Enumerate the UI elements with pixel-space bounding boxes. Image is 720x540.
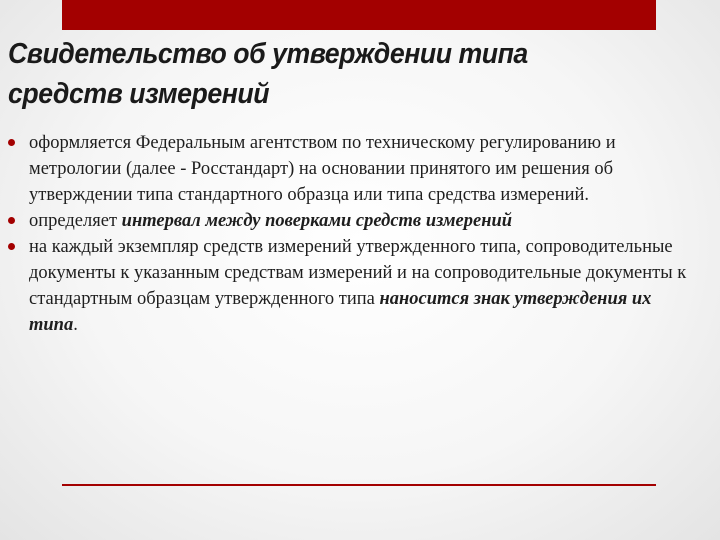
bullet-text: на каждый экземпляр средств измерений утвержденного типа, сопроводительные документы к указанным средствам измерений и на сопроводительные документы к стандартным образцам утвержденного типа <box>29 237 687 309</box>
bullet-suffix: . <box>73 315 78 335</box>
slide-title-line-1: Свидетельство об утверждении типа <box>8 38 528 70</box>
slide-title-line-2: средств измерений <box>8 78 270 110</box>
bullet-dot-icon <box>8 139 15 146</box>
bottom-accent-line <box>62 484 656 486</box>
bullet-item-3 <box>6 234 696 338</box>
bullet-text: оформляется Федеральным агентством по техническому регулированию и метрологии (далее - Росстандарт) на основании принятого им решения об утверждении типа стандартного образца или типа средства измерений. <box>29 133 616 205</box>
bullet-dot-icon <box>8 243 15 250</box>
bullet-dot-icon <box>8 217 15 224</box>
slide-title <box>8 34 652 114</box>
top-accent-bar <box>62 0 656 30</box>
bullet-item-1 <box>6 130 696 208</box>
bullet-list <box>6 130 696 338</box>
bullet-emphasis: наносится знак утверждения их типа <box>29 289 652 335</box>
bullet-item-2 <box>6 208 696 234</box>
bullet-text: определяет <box>29 211 122 231</box>
bullet-emphasis: интервал между поверками средств измерений <box>121 211 513 231</box>
